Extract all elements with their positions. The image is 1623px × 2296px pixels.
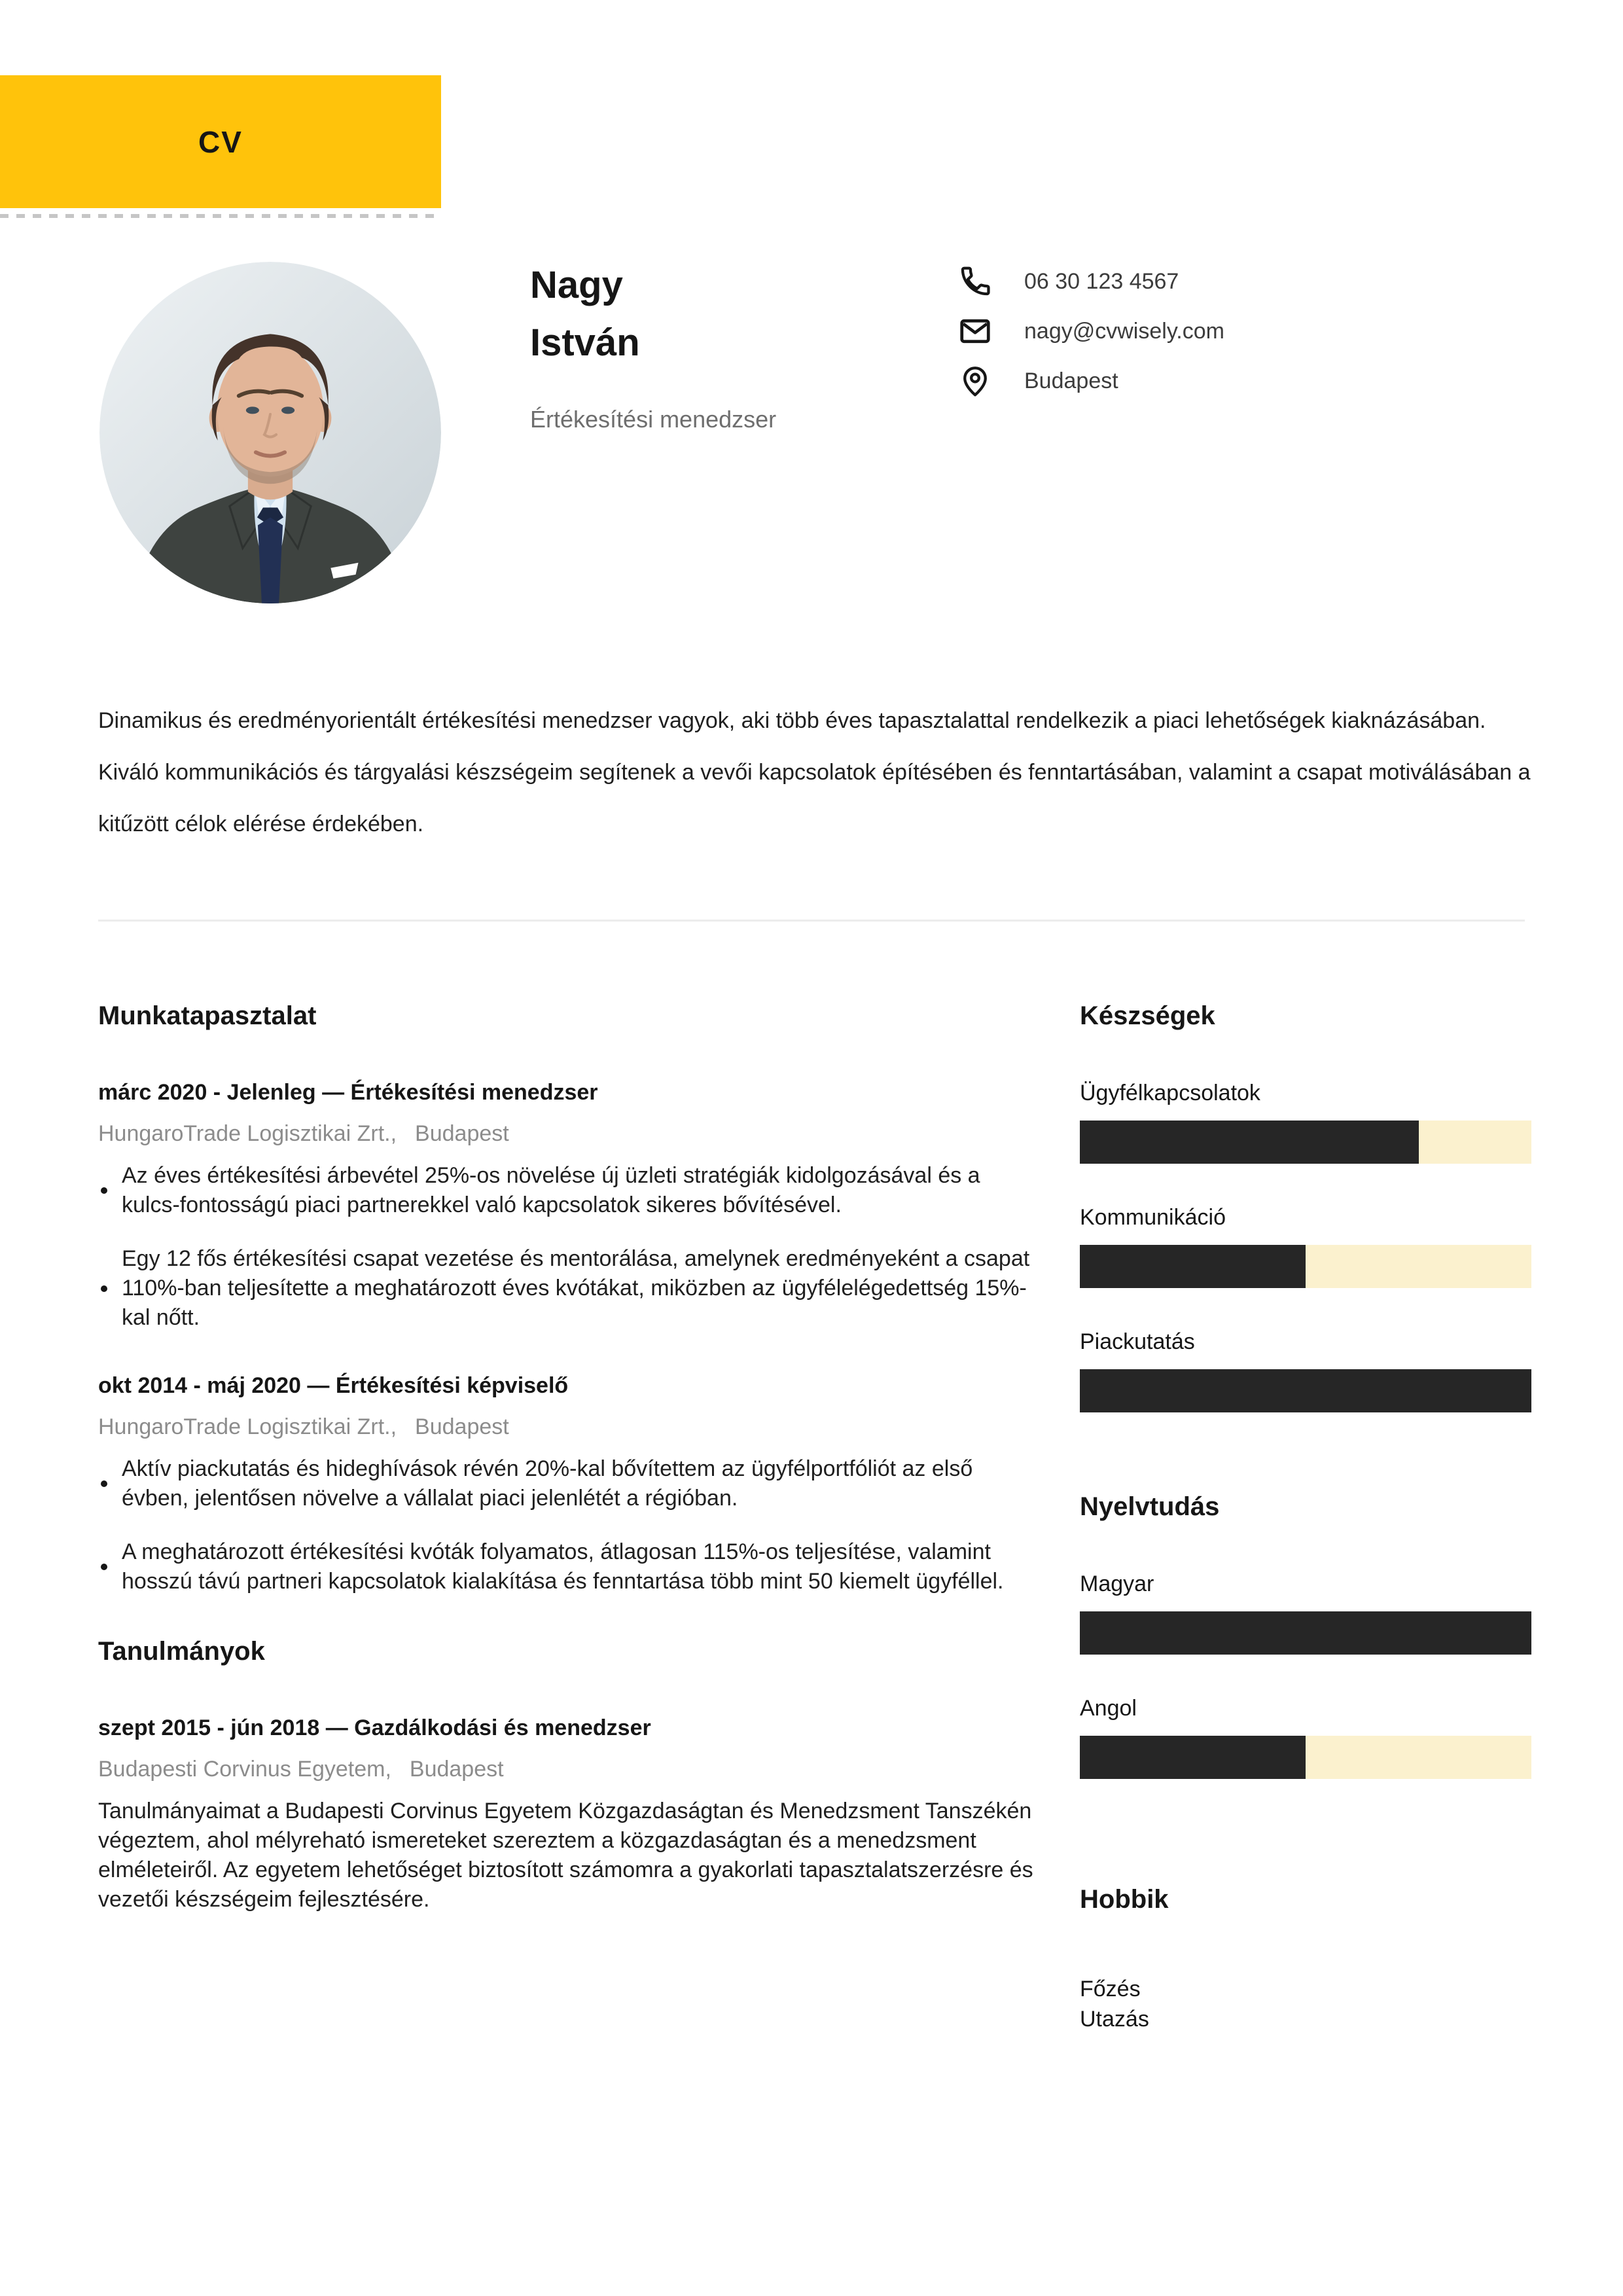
- bullet-dot: [101, 1187, 107, 1194]
- hobbies-heading: Hobbik: [1080, 1885, 1169, 1914]
- language-item: [1080, 1570, 1531, 1655]
- company-location: Budapest: [415, 1414, 509, 1439]
- phone-icon: [957, 264, 993, 299]
- school-name: Budapesti Corvinus Egyetem,: [98, 1757, 391, 1782]
- portrait-illustration: [99, 262, 441, 603]
- skills-heading: Készségek: [1080, 1001, 1215, 1030]
- phone-number: 06 30 123 4567: [1024, 268, 1179, 294]
- skill-item: [1080, 1079, 1531, 1164]
- contact-location: [957, 363, 1224, 399]
- hobby-item: Főzés: [1080, 1977, 1141, 2001]
- contact-block: [957, 263, 1224, 412]
- skill-bar-fill: [1080, 1245, 1306, 1288]
- language-bar-fill: [1080, 1611, 1531, 1655]
- skill-bar-fill: [1080, 1121, 1419, 1164]
- cv-logo: CV: [198, 124, 243, 159]
- job-entry: [98, 1372, 1044, 1596]
- job-entry: [98, 1079, 1044, 1333]
- profile-summary: Dinamikus és eredményorientált értékesítési menedzser vagyok, aki több éves tapasztalattal rendelkezik a piaci lehetőségek kiaknázásában. Kiváló kommunikációs és tárgyalási készségeim segítenek a vevői kapcsolatok építésében és fenntartásában, valamint a csapat motiválásában a kitűzött célok elérése érdekében.: [98, 708, 1531, 836]
- bullet-text: Egy 12 fős értékesítési csapat vezetése és mentorálása, amelynek eredményeként a csapat 110%-ban teljesítette a meghatározott éves kvótákat, miközben az ügyfélelégedettség 15%-kal nőtt.: [122, 1246, 1030, 1330]
- skill-label: Ügyfélkapcsolatok: [1080, 1081, 1260, 1105]
- language-item: [1080, 1694, 1531, 1779]
- profile-photo: [99, 262, 441, 603]
- company-name: HungaroTrade Logisztikai Zrt.,: [98, 1414, 397, 1439]
- job-entry-title: okt 2014 - máj 2020 — Értékesítési képviselő: [98, 1373, 569, 1398]
- skill-item: [1080, 1327, 1531, 1412]
- skill-bar: [1080, 1245, 1531, 1288]
- section-divider: [98, 920, 1525, 922]
- job-bullet: [98, 1454, 1044, 1513]
- bullet-dot: [101, 1564, 107, 1570]
- skill-item: [1080, 1203, 1531, 1288]
- name-block: [530, 257, 776, 433]
- dotted-edge: [0, 214, 441, 218]
- main-column: [98, 1000, 1044, 1954]
- bullet-text: Aktív piackutatás és hideghívások révén 20%-kal bővítettem az ügyfélportfóliót az első évben, jelentősen növelve a vállalat piaci jelenlétét a régióban.: [122, 1456, 973, 1511]
- email-address: nagy@cvwisely.com: [1024, 318, 1224, 344]
- contact-email: [957, 313, 1224, 350]
- skill-bar-fill: [1080, 1369, 1531, 1412]
- skill-bar: [1080, 1121, 1531, 1164]
- language-bar: [1080, 1611, 1531, 1655]
- bullet-text: A meghatározott értékesítési kvóták folyamatos, átlagosan 115%-os teljesítése, valamint hosszú távú partneri kapcsolatok kialakítása és fenntartása több mint 50 kiemelt ügyféllel.: [122, 1539, 1004, 1594]
- brand-band: [0, 75, 441, 208]
- bullet-dot: [101, 1480, 107, 1487]
- education-description: Tanulmányaimat a Budapesti Corvinus Egyetem Közgazdaságtan és Menedzsment Tanszékén végeztem, ahol mélyreható ismereteket szereztem a közgazdaságtan és a menedzsment elméleteiről. Az egyetem lehetőséget biztosított számomra a gyakorlati tapasztalatszerzésre és vezetői készségeim fejlesztésére.: [98, 1799, 1033, 1912]
- job-bullet: [98, 1244, 1044, 1333]
- first-name: Nagy: [530, 264, 623, 306]
- side-column: [1080, 1000, 1531, 2034]
- last-name: István: [530, 321, 640, 364]
- education-heading: Tanulmányok: [98, 1637, 265, 1666]
- skill-label: Piackutatás: [1080, 1329, 1195, 1354]
- bullet-text: Az éves értékesítési árbevétel 25%-os növelése új üzleti stratégiák kidolgozásával és a kulcs-fontosságú piaci partnerekkel való kapcsolatok sikeres bővítésével.: [122, 1163, 980, 1217]
- job-entry-title: márc 2020 - Jelenleg — Értékesítési menedzser: [98, 1080, 598, 1105]
- contact-phone: [957, 263, 1224, 300]
- bullet-dot: [101, 1285, 107, 1292]
- hobby-item: Utazás: [1080, 2007, 1149, 2032]
- company-name: HungaroTrade Logisztikai Zrt.,: [98, 1121, 397, 1146]
- languages-heading: Nyelvtudás: [1080, 1492, 1220, 1521]
- language-bar-fill: [1080, 1736, 1306, 1779]
- job-bullet: [98, 1161, 1044, 1220]
- education-entry-school: [98, 1755, 1044, 1783]
- education-entry: [98, 1714, 1044, 1914]
- job-entry-company: [98, 1413, 1044, 1441]
- location-text: Budapest: [1024, 368, 1118, 393]
- location-icon: [957, 363, 993, 399]
- email-icon: [957, 314, 993, 349]
- education-entry-title: szept 2015 - jún 2018 — Gazdálkodási és menedzser: [98, 1715, 651, 1740]
- experience-heading: Munkatapasztalat: [98, 1001, 317, 1030]
- skill-bar: [1080, 1369, 1531, 1412]
- language-label: Angol: [1080, 1696, 1137, 1721]
- school-location: Budapest: [409, 1757, 504, 1782]
- job-entry-company: [98, 1120, 1044, 1147]
- skill-label: Kommunikáció: [1080, 1205, 1226, 1230]
- job-bullet: [98, 1537, 1044, 1596]
- language-bar: [1080, 1736, 1531, 1779]
- company-location: Budapest: [415, 1121, 509, 1146]
- language-label: Magyar: [1080, 1571, 1154, 1596]
- job-title: Értékesítési menedzser: [530, 406, 777, 433]
